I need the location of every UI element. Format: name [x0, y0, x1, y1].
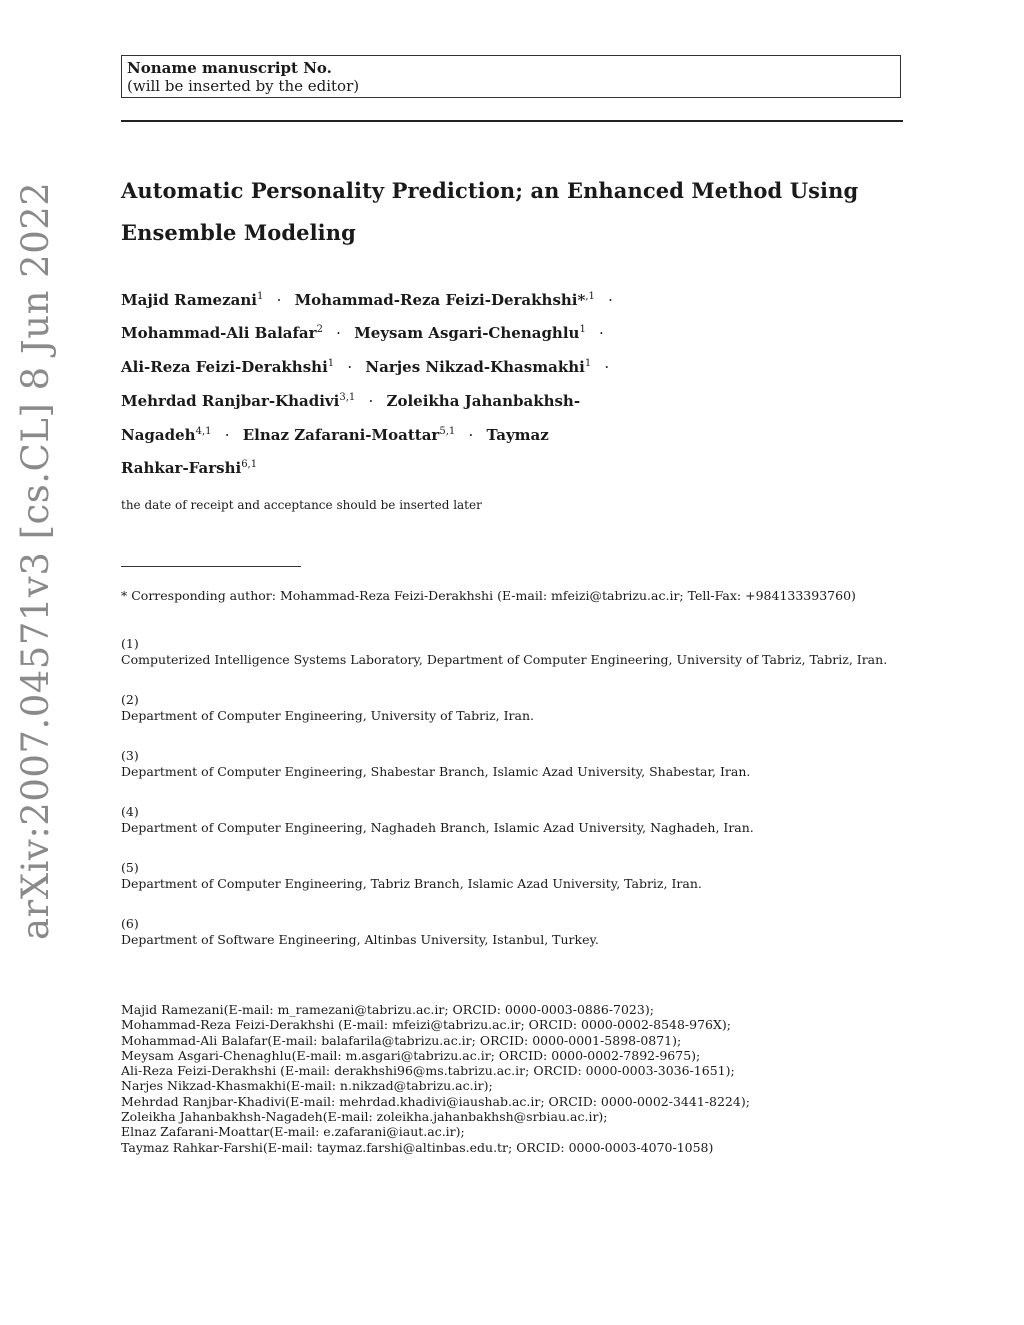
author-affiliation-sup: 3,1 — [339, 392, 356, 403]
author-separator: · — [347, 358, 353, 376]
author-separator: · — [224, 426, 230, 444]
affiliation-block — [121, 748, 750, 780]
author-name: Nagadeh — [121, 426, 196, 444]
contact-line: Narjes Nikzad-Khasmakhi(E-mail: n.nikzad@tabrizu.ac.ir); — [121, 1078, 493, 1094]
affiliation-text: Computerized Intelligence Systems Laboratory, Department of Computer Engineering, University of Tabriz, Tabriz, Iran. — [121, 652, 888, 667]
arxiv-identifier-stamp: arXiv:2007.04571v3 [cs.CL] 8 Jun 2022 — [14, 181, 57, 940]
author-name: Meysam Asgari-Chenaghlu — [354, 324, 580, 342]
author-affiliation-sup: ,1 — [585, 291, 595, 302]
affiliation-number: (3) — [121, 748, 139, 763]
affiliation-number: (2) — [121, 692, 139, 707]
author-line-6 — [121, 455, 257, 478]
contact-line: Elnaz Zafarani-Moattar(E-mail: e.zafarani@iaut.ac.ir); — [121, 1124, 465, 1140]
author-separator: · — [608, 291, 613, 309]
author-affiliation-sup: 4,1 — [195, 426, 212, 437]
affiliation-text: Department of Software Engineering, Altinbas University, Istanbul, Turkey. — [121, 932, 599, 947]
author-contacts — [121, 1002, 750, 1155]
contact-line: Taymaz Rahkar-Farshi(E-mail: taymaz.farshi@altinbas.edu.tr; ORCID: 0000-0003-4070-1058) — [121, 1139, 714, 1155]
author-name: Mohammad-Reza Feizi-Derakhshi* — [294, 291, 586, 309]
contact-line: Mohammad-Ali Balafar(E-mail: balafarila@tabrizu.ac.ir; ORCID: 0000-0001-5898-0871); — [121, 1032, 682, 1048]
affiliation-block — [121, 692, 534, 724]
contact-line: Mohammad-Reza Feizi-Derakhshi (E-mail: mfeizi@tabrizu.ac.ir; ORCID: 0000-0002-8548-976X); — [121, 1017, 731, 1033]
author-affiliation-sup: 1 — [584, 358, 592, 369]
author-separator: · — [368, 392, 374, 410]
author-name: Elnaz Zafarani-Moattar — [242, 426, 440, 444]
affiliation-block — [121, 804, 754, 836]
author-name: Rahkar-Farshi — [121, 459, 242, 477]
author-affiliation-sup: 5,1 — [439, 426, 456, 437]
affiliation-number: (1) — [121, 636, 139, 651]
author-line-4 — [121, 388, 580, 411]
author-affiliation-sup: 6,1 — [241, 459, 258, 470]
affiliation-text: Department of Computer Engineering, University of Tabriz, Iran. — [121, 708, 534, 723]
author-affiliation-sup: 1 — [327, 358, 335, 369]
affiliation-text: Department of Computer Engineering, Naghadeh Branch, Islamic Azad University, Naghadeh, Iran. — [121, 820, 754, 835]
author-separator: · — [276, 291, 282, 309]
received-note: the date of receipt and acceptance should be inserted later — [121, 498, 482, 512]
author-line-3 — [121, 354, 617, 377]
author-name: Taymaz — [486, 426, 549, 444]
author-name: Mohammad-Ali Balafar — [121, 324, 317, 342]
affiliation-number: (6) — [121, 916, 139, 931]
author-affiliation-sup: 2 — [316, 324, 323, 335]
contact-line: Majid Ramezani(E-mail: m_ramezani@tabrizu.ac.ir; ORCID: 0000-0003-0886-7023); — [121, 1002, 654, 1017]
header-rule — [121, 120, 903, 122]
author-name: Zoleikha Jahanbakhsh- — [386, 392, 581, 410]
affiliation-text: Department of Computer Engineering, Tabriz Branch, Islamic Azad University, Tabriz, Iran. — [121, 876, 702, 891]
contact-line: Zoleikha Jahanbakhsh-Nagadeh(E-mail: zoleikha.jahanbakhsh@srbiau.ac.ir); — [121, 1109, 608, 1125]
contact-line: Ali-Reza Feizi-Derakhshi (E-mail: derakhshi96@ms.tabrizu.ac.ir; ORCID: 0000-0003-3036-1651); — [121, 1063, 735, 1079]
author-separator: · — [599, 324, 604, 342]
affiliation-block — [121, 860, 702, 892]
affiliation-number: (5) — [121, 860, 139, 875]
editor-note: (will be inserted by the editor) — [127, 77, 360, 95]
author-separator: · — [468, 426, 474, 444]
author-line-5 — [121, 422, 549, 445]
editor-box — [121, 55, 901, 98]
affiliation-block — [121, 636, 887, 668]
author-name: Majid Ramezani — [121, 291, 257, 309]
author-affiliation-sup: 1 — [579, 324, 586, 335]
contact-line: Meysam Asgari-Chenaghlu(E-mail: m.asgari@tabrizu.ac.ir; ORCID: 0000-0002-7892-9675); — [121, 1047, 701, 1063]
author-separator: · — [336, 324, 341, 342]
manuscript-number-label: Noname manuscript No. — [127, 59, 332, 77]
author-affiliation-sup: 1 — [256, 291, 264, 302]
author-separator: · — [604, 358, 610, 376]
author-name: Ali-Reza Feizi-Derakhshi — [121, 358, 328, 376]
author-name: Mehrdad Ranjbar-Khadivi — [121, 392, 340, 410]
author-name: Narjes Nikzad-Khasmakhi — [365, 358, 585, 376]
affiliation-number: (4) — [121, 804, 139, 819]
footnote-rule — [121, 566, 301, 567]
contact-line: Mehrdad Ranjbar-Khadivi(E-mail: mehrdad.khadivi@iaushab.ac.ir; ORCID: 0000-0002-3441-8224); — [121, 1093, 750, 1109]
affiliation-text: Department of Computer Engineering, Shabestar Branch, Islamic Azad University, Shabestar, Iran. — [121, 764, 751, 779]
paper-title: Automatic Personality Prediction; an Enhanced Method Using Ensemble Modeling — [121, 178, 859, 245]
author-line-1 — [121, 287, 621, 310]
corresponding-author-note: * Corresponding author: Mohammad-Reza Feizi-Derakhshi (E-mail: mfeizi@tabrizu.ac.ir; Tell-Fax: +984133393760) — [121, 588, 856, 603]
author-line-2 — [121, 320, 612, 343]
affiliation-block — [121, 916, 599, 948]
